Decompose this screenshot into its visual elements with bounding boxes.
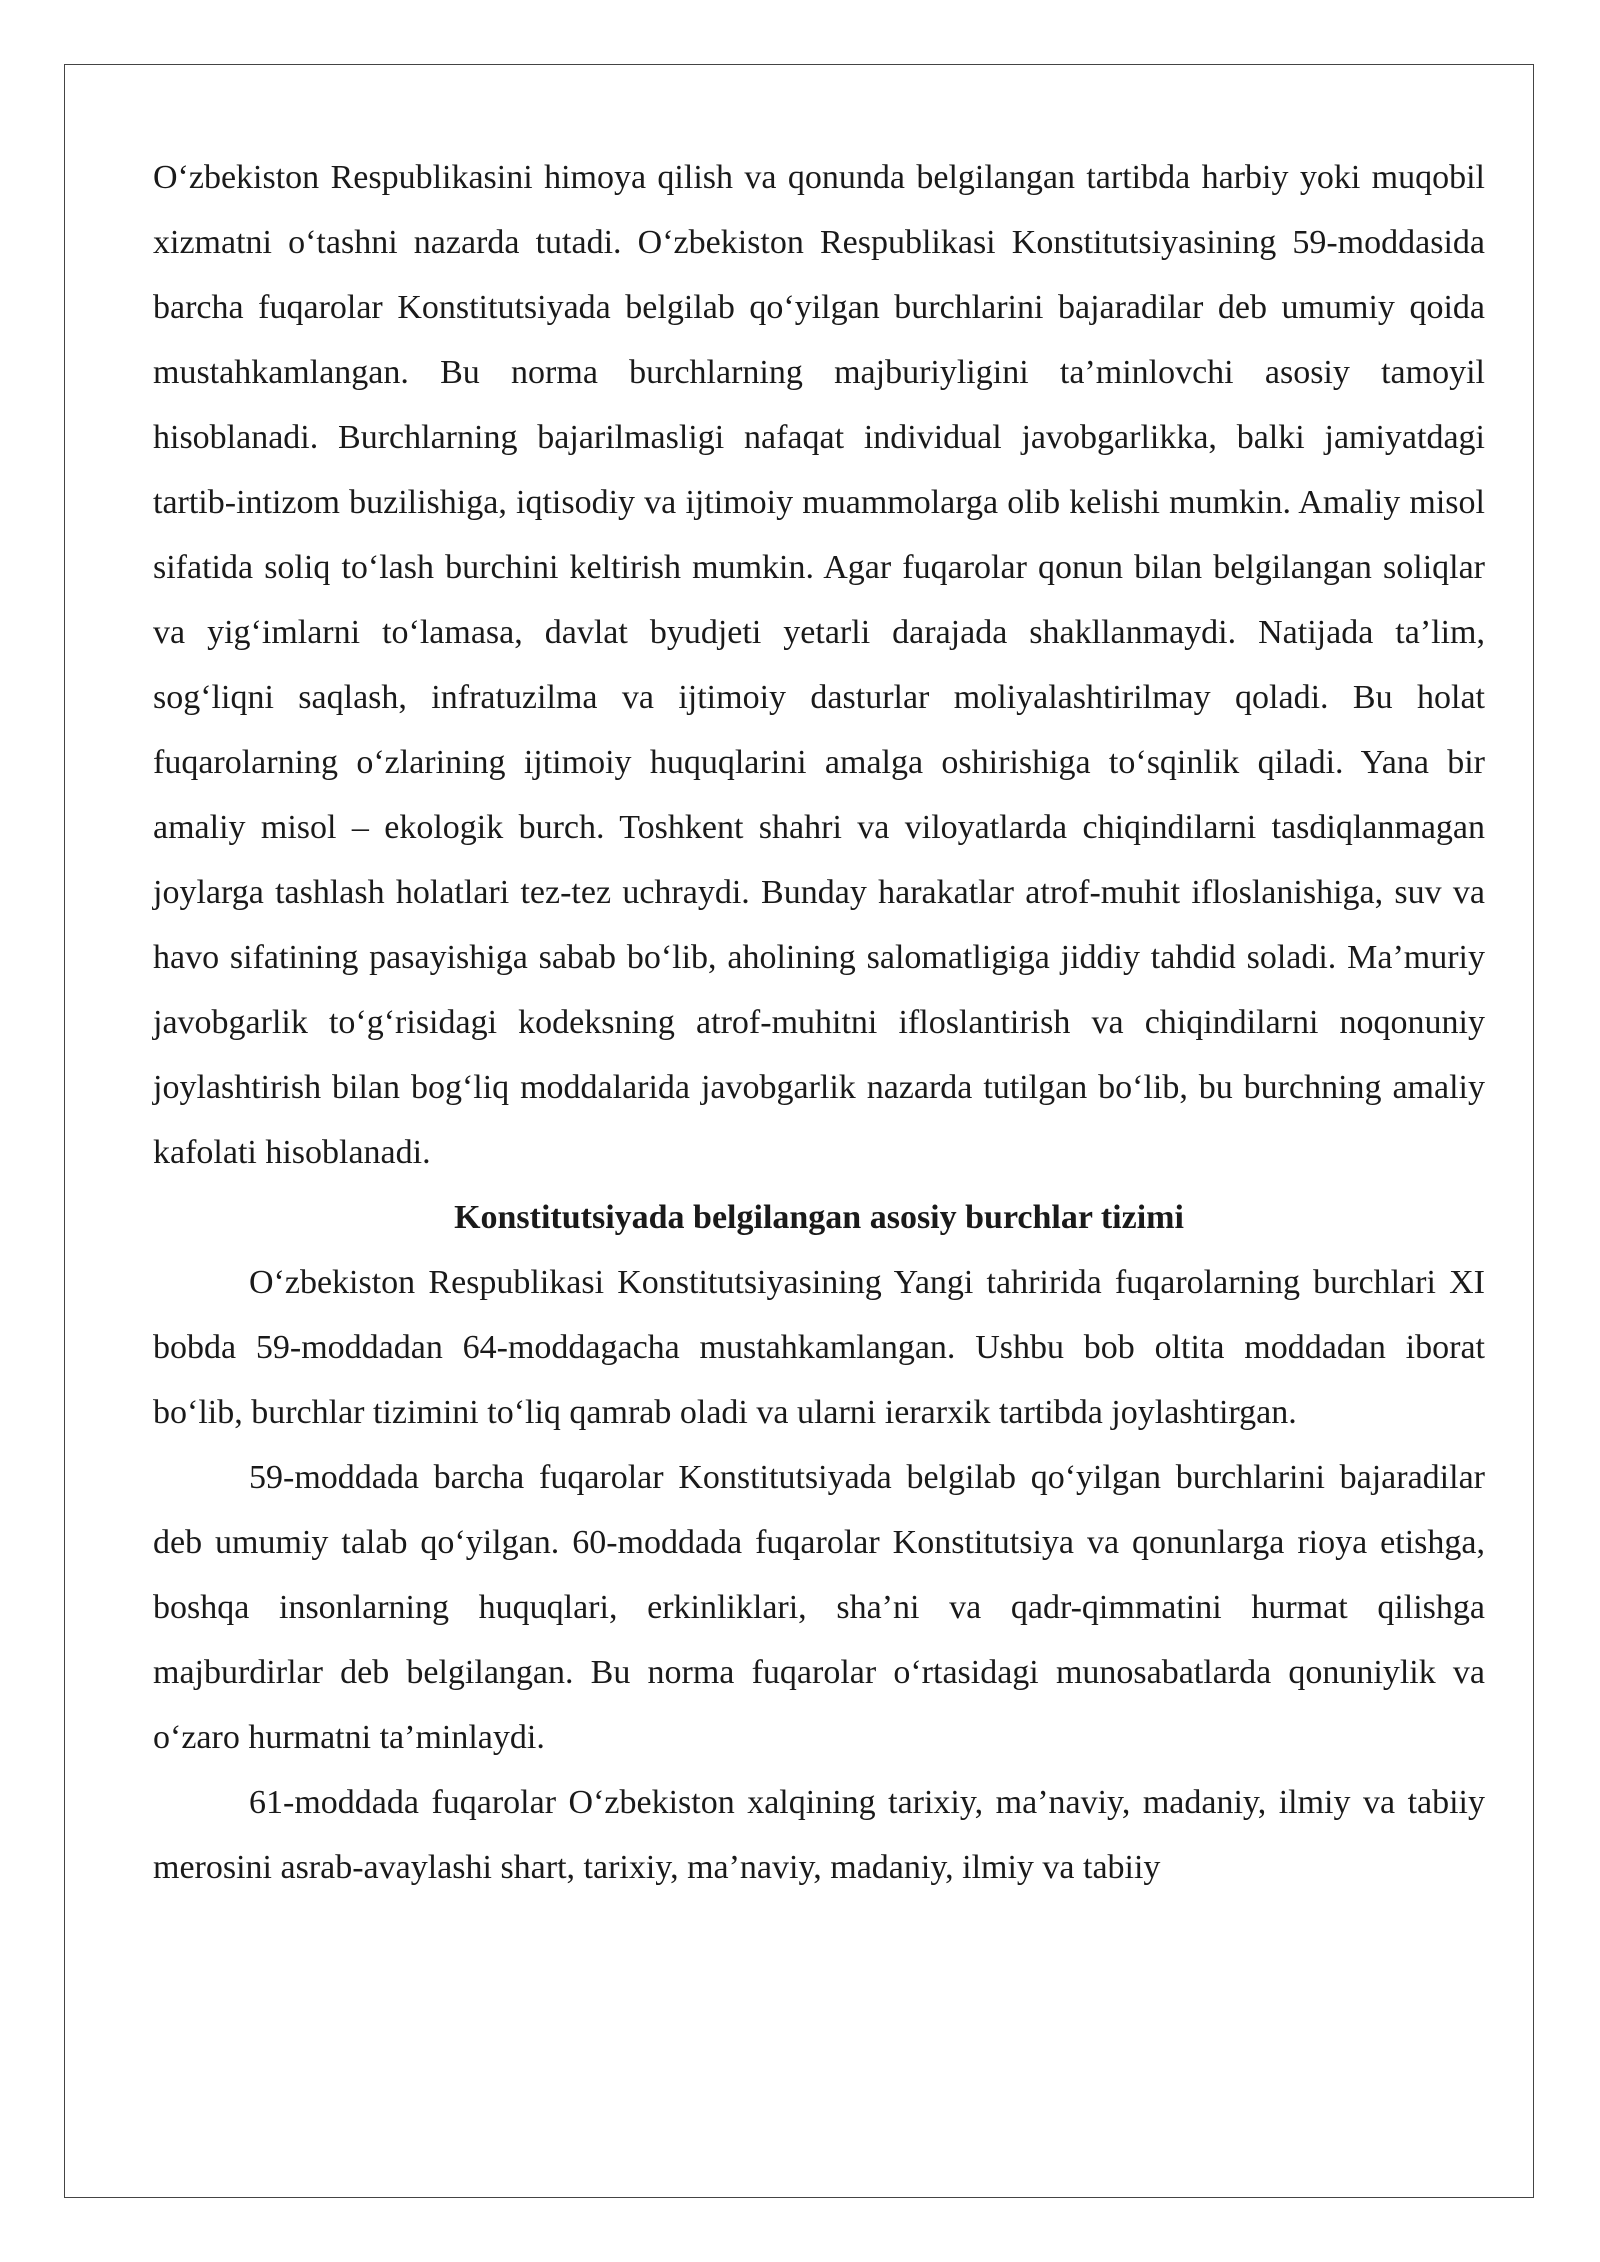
- body-paragraph: 61-moddada fuqarolar O‘zbekiston xalqining tarixiy, ma’naviy, madaniy, ilmiy va tabiiy merosini asrab-avaylashi shart, tarixiy, ma’naviy, madaniy, ilmiy va tabiiy: [153, 1784, 1485, 1886]
- body-paragraph: O‘zbekiston Respublikasini himoya qilish va qonunda belgilangan tartibda harbiy yoki muqobil xizmatni o‘tashni nazarda tutadi. O‘zbekiston Respublikasi Konstitutsiyasining 59-moddasida barcha fuqarolar Konstitutsiyada belgilab qo‘yilgan burchlarini bajaradilar deb umumiy qoida mustahkamlangan. Bu norma burchlarning majburiyligini ta’minlovchi asosiy tamoyil hisoblanadi. Burchlarning bajarilmasligi nafaqat individual javobgarlikka, balki jamiyatdagi tartib-intizom buzilishiga, iqtisodiy va ijtimoiy muammolarga olib kelishi mumkin. Amaliy misol sifatida soliq to‘lash burchini keltirish mumkin. Agar fuqarolar qonun bilan belgilangan soliqlar va yig‘imlarni to‘lamasa, davlat byudjeti yetarli darajada shakllanmaydi. Natijada ta’lim, sog‘liqni saqlash, infratuzilma va ijtimoiy dasturlar moliyalashtirilmay qoladi. Bu holat fuqarolarning o‘zlarining ijtimoiy huquqlarini amalga oshirishiga to‘sqinlik qiladi. Yana bir amaliy misol – ekologik burch. Toshkent shahri va viloyatlarda chiqindilarni tasdiqlanmagan joylarga tashlash holatlari tez-tez uchraydi. Bunday harakatlar atrof-muhit ifloslanishiga, suv va havo sifatining pasayishiga sabab bo‘lib, aholining salomatligiga jiddiy tahdid soladi. Ma’muriy javobgarlik to‘g‘risidagi kodeksning atrof-muhitni ifloslantirish va chiqindilarni noqonuniy joylashtirish bilan bog‘liq moddalarida javobgarlik nazarda tutilgan bo‘lib, bu burchning amaliy kafolati hisoblanadi.: [153, 159, 1485, 1171]
- body-paragraph: O‘zbekiston Respublikasi Konstitutsiyasining Yangi tahririda fuqarolarning burchlari XI bobda 59-moddadan 64-moddagacha mustahkamlangan. Ushbu bob oltita moddadan iborat bo‘lib, burchlar tizimini to‘liq qamrab oladi va ularni ierarxik tartibda joylashtirgan.: [153, 1264, 1485, 1431]
- body-paragraph: 59-moddada barcha fuqarolar Konstitutsiyada belgilab qo‘yilgan burchlarini bajaradilar deb umumiy talab qo‘yilgan. 60-moddada fuqarolar Konstitutsiya va qonunlarga rioya etishga, boshqa insonlarning huquqlari, erkinliklari, sha’ni va qadr-qimmatini hurmat qilishga majburdirlar deb belgilangan. Bu norma fuqarolar o‘rtasidagi munosabatlarda qonuniylik va o‘zaro hurmatni ta’minlaydi.: [153, 1459, 1485, 1756]
- document-body: [153, 145, 1485, 1900]
- section-heading: Konstitutsiyada belgilangan asosiy burchlar tizimi: [454, 1199, 1184, 1236]
